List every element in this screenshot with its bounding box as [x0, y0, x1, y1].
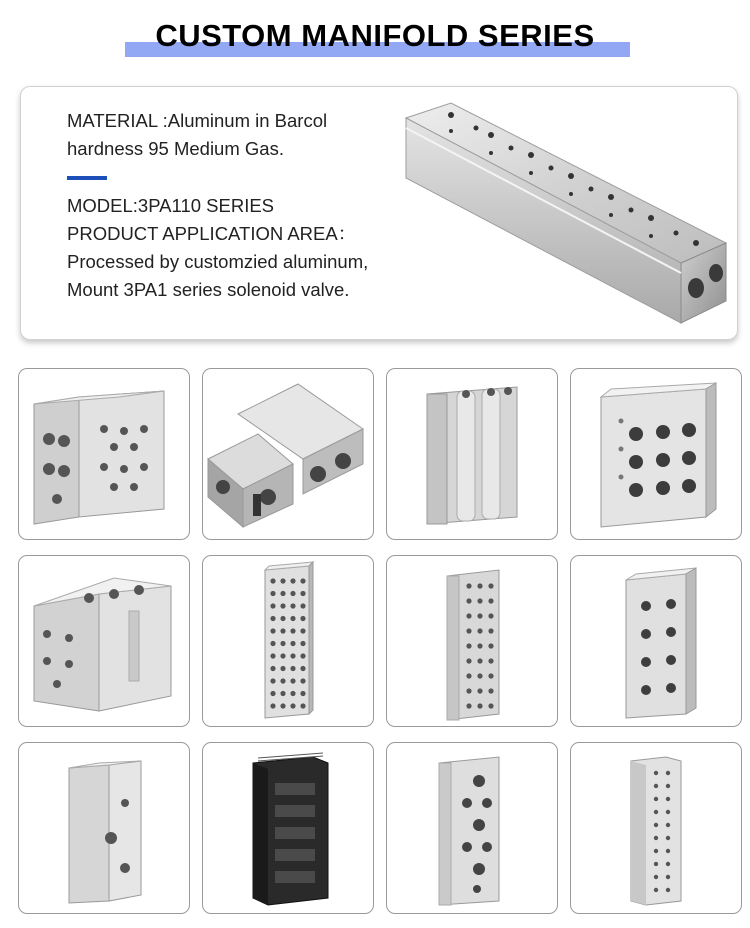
hole-mark — [477, 703, 482, 708]
hole-mark — [466, 613, 471, 618]
hole-mark — [466, 703, 471, 708]
hole-mark — [654, 836, 658, 840]
hole-mark — [477, 613, 482, 618]
compact-block-image — [19, 556, 189, 726]
hole-mark — [466, 583, 471, 588]
gallery-item-tilted-manifolds[interactable] — [202, 368, 374, 540]
hole-mark — [270, 691, 275, 696]
hole-mark — [290, 616, 295, 621]
hole-mark — [290, 578, 295, 583]
gallery-item-black-manifold[interactable] — [202, 742, 374, 914]
hole-mark — [477, 643, 482, 648]
hole-mark — [488, 688, 493, 693]
hole-mark — [488, 628, 493, 633]
hole-mark — [300, 641, 305, 646]
hole-mark — [290, 628, 295, 633]
hole-mark — [280, 678, 285, 683]
material-line-1: MATERIAL :Aluminum in Barcol — [67, 110, 328, 131]
hole-mark — [666, 784, 670, 788]
hole-mark — [466, 598, 471, 603]
hole-mark — [270, 603, 275, 608]
hole-mark — [466, 628, 471, 633]
hole-mark — [270, 616, 275, 621]
hole-mark — [290, 666, 295, 671]
hole-mark — [290, 641, 295, 646]
hole-mark — [654, 823, 658, 827]
hole-mark — [666, 875, 670, 879]
port-plate-image — [571, 369, 741, 539]
tilted-manifold-image — [203, 369, 373, 539]
hole-mark — [270, 591, 275, 596]
gallery-item-long-ribbed-bar[interactable] — [386, 555, 558, 727]
hole-mark — [280, 628, 285, 633]
hole-mark — [666, 836, 670, 840]
hole-mark — [488, 703, 493, 708]
four-station-bar-image — [571, 556, 741, 726]
hole-mark — [477, 688, 482, 693]
gallery-item-round-port-bar[interactable] — [386, 742, 558, 914]
hole-mark — [466, 673, 471, 678]
hole-mark — [280, 666, 285, 671]
hero-manifold-image — [391, 93, 731, 333]
hole-mark — [654, 849, 658, 853]
hole-mark — [466, 658, 471, 663]
hole-mark — [300, 703, 305, 708]
product-info-text — [67, 107, 407, 304]
hole-mark — [280, 691, 285, 696]
hole-mark — [488, 598, 493, 603]
hole-mark — [654, 784, 658, 788]
gallery-item-multi-hole-bar[interactable] — [202, 555, 374, 727]
hole-mark — [280, 578, 285, 583]
hole-mark — [654, 797, 658, 801]
gallery-item-square-port-block[interactable] — [18, 742, 190, 914]
hole-mark — [290, 591, 295, 596]
hole-mark — [300, 691, 305, 696]
hole-mark — [666, 810, 670, 814]
hole-mark — [290, 678, 295, 683]
hole-mark — [488, 613, 493, 618]
gallery-item-port-plate[interactable] — [570, 368, 742, 540]
page-title: CUSTOM MANIFOLD SERIES — [155, 18, 595, 53]
hole-mark — [270, 703, 275, 708]
application-line-1: Processed by customzied aluminum, — [67, 251, 369, 272]
application-heading: PRODUCT APPLICATION AREA： — [67, 223, 357, 244]
hole-mark — [477, 658, 482, 663]
long-ribbed-bar-image — [387, 556, 557, 726]
hole-mark — [290, 603, 295, 608]
hole-mark — [270, 678, 275, 683]
hole-mark — [666, 862, 670, 866]
material-line-2: hardness 95 Medium Gas. — [67, 138, 284, 159]
hole-mark — [488, 583, 493, 588]
hole-mark — [654, 771, 658, 775]
application-line-2: Mount 3PA1 series solenoid valve. — [67, 279, 350, 300]
hole-mark — [300, 591, 305, 596]
hole-mark — [280, 603, 285, 608]
hole-mark — [666, 849, 670, 853]
hole-mark — [488, 658, 493, 663]
hole-mark — [477, 673, 482, 678]
hole-mark — [280, 653, 285, 658]
hole-mark — [270, 628, 275, 633]
hole-mark — [654, 810, 658, 814]
hole-mark — [270, 666, 275, 671]
hole-mark — [466, 643, 471, 648]
ribbed-manifold-image — [387, 369, 557, 539]
hole-mark — [666, 771, 670, 775]
black-manifold-image — [203, 743, 373, 913]
hole-mark — [280, 703, 285, 708]
hole-mark — [666, 797, 670, 801]
hole-mark — [488, 673, 493, 678]
hole-mark — [654, 862, 658, 866]
hole-mark — [300, 653, 305, 658]
accent-divider — [67, 176, 107, 180]
hole-mark — [477, 583, 482, 588]
hole-mark — [488, 643, 493, 648]
hole-mark — [300, 616, 305, 621]
hole-mark — [477, 598, 482, 603]
gallery-item-compact-block[interactable] — [18, 555, 190, 727]
hole-mark — [270, 653, 275, 658]
hole-mark — [280, 641, 285, 646]
gallery-item-four-station-bar[interactable] — [570, 555, 742, 727]
gallery-item-ribbed-manifold[interactable] — [386, 368, 558, 540]
hole-mark — [290, 703, 295, 708]
hole-mark — [270, 578, 275, 583]
hole-mark — [300, 666, 305, 671]
gallery-item-block-manifold[interactable] — [18, 368, 190, 540]
hole-mark — [654, 888, 658, 892]
hole-mark — [280, 616, 285, 621]
hole-mark — [300, 603, 305, 608]
square-port-block-image — [19, 743, 189, 913]
hole-mark — [666, 888, 670, 892]
hole-mark — [300, 628, 305, 633]
hole-mark — [654, 875, 658, 879]
hole-mark — [466, 688, 471, 693]
product-info-card — [20, 86, 738, 340]
round-port-bar-image — [387, 743, 557, 913]
block-manifold-image — [19, 369, 189, 539]
hole-mark — [300, 578, 305, 583]
hole-mark — [666, 823, 670, 827]
multi-hole-bar-image — [203, 556, 373, 726]
slim-bar-image — [571, 743, 741, 913]
header — [0, 0, 750, 70]
hole-mark — [280, 591, 285, 596]
hole-mark — [300, 678, 305, 683]
gallery-item-slim-bar[interactable] — [570, 742, 742, 914]
hole-mark — [290, 653, 295, 658]
hole-mark — [270, 641, 275, 646]
hole-mark — [477, 628, 482, 633]
model-line: MODEL:3PA110 SERIES — [67, 195, 275, 216]
hole-mark — [290, 691, 295, 696]
